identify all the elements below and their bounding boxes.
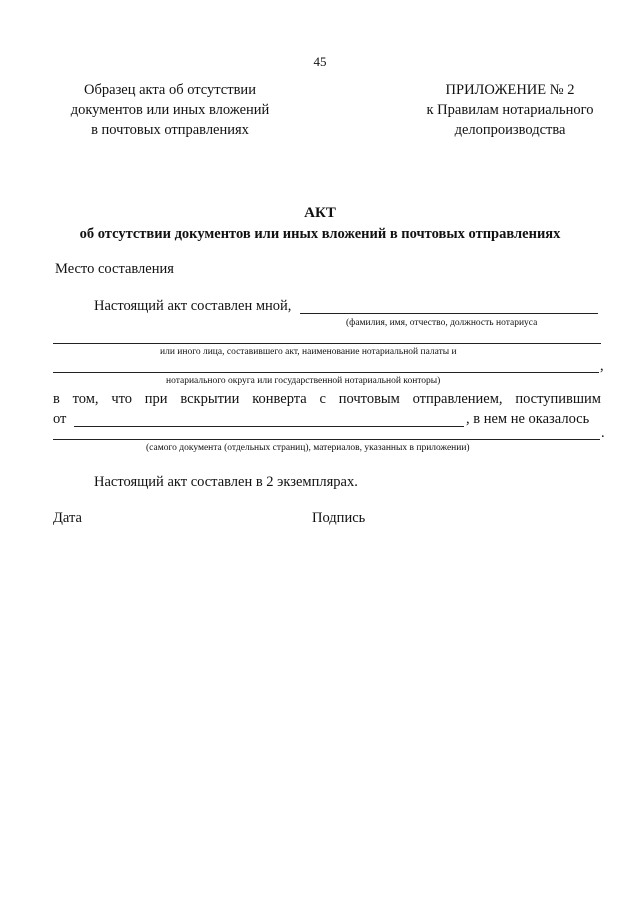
- left-header-line: в почтовых отправлениях: [91, 122, 249, 138]
- comma-mark: ,: [600, 358, 604, 374]
- fill-line: [53, 343, 601, 344]
- act-made-by-text: Настоящий акт составлен мной,: [94, 298, 292, 314]
- appendix-heading: [400, 80, 620, 140]
- left-header-line: Образец акта об отсутствии: [84, 82, 256, 98]
- sender-line: [74, 426, 464, 427]
- not-found-text: , в нем не оказалось: [466, 411, 590, 427]
- right-header-line: ПРИЛОЖЕНИЕ № 2: [445, 82, 575, 98]
- document-caption: (самого документа (отдельных страниц), материалов, указанных в приложении): [146, 443, 470, 453]
- place-label: Место составления: [55, 261, 174, 277]
- notary-caption: (фамилия, имя, отчество, должность нотариуса: [346, 318, 538, 328]
- period-mark: .: [601, 425, 605, 441]
- page-number: 45: [313, 54, 327, 69]
- right-header-line: к Правилам нотариального: [426, 102, 594, 118]
- date-label: Дата: [53, 510, 82, 526]
- other-person-caption: или иного лица, составившего акт, наименование нотариальной палаты и: [160, 347, 457, 357]
- signature-label: Подпись: [312, 510, 366, 526]
- left-header-line: документов или иных вложений: [70, 102, 270, 118]
- document-subtitle: об отсутствии документов или иных вложений в почтовых отправлениях: [79, 226, 561, 242]
- that-text: в том, что при вскрытии конверта с почтовым отправлением, поступившим: [53, 391, 601, 407]
- copies-text: Настоящий акт составлен в 2 экземплярах.: [94, 474, 358, 490]
- right-header-line: делопроизводства: [454, 122, 566, 138]
- from-label: от: [53, 411, 67, 427]
- sample-act-heading: [40, 80, 300, 140]
- district-caption: нотариального округа или государственной нотариальной конторы): [166, 376, 441, 386]
- fill-line: [53, 372, 599, 373]
- fill-line: [53, 439, 600, 440]
- notary-name-line: [300, 313, 598, 314]
- document-title: АКТ: [304, 205, 336, 221]
